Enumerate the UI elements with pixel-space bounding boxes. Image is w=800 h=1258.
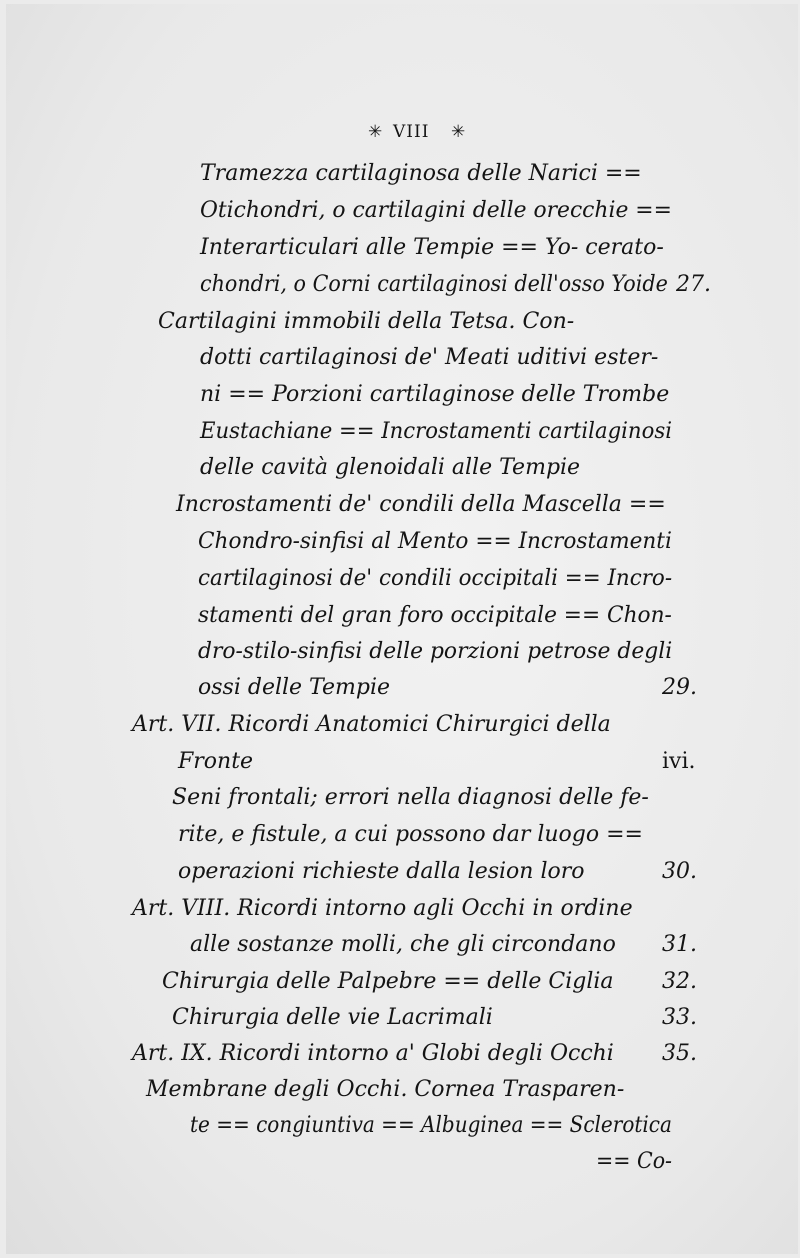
toc-line-text: alle sostanze molli, che gli circondano [190,932,616,957]
toc-line-text: Tramezza cartilaginosa delle Narici == [200,161,642,186]
asterism-ornament-left: ✳ [368,122,383,142]
toc-page-ref: 31. [662,932,697,957]
toc-section-heading: Membrane degli Occhi. Cornea Trasparen- [146,1077,625,1102]
toc-article-heading: Art. VIII. Ricordi intorno agli Occhi in ordine [132,896,633,921]
toc-line-text: dro-stilo-sinfisi delle porzioni petrose degli [198,639,673,664]
toc-line-text: te == congiuntiva == Albuginea == Sclerotica [190,1113,672,1138]
toc-line-text: Chirurgia delle Palpebre == delle Ciglia [162,969,614,994]
toc-line-text: dotti cartilaginosi de' Meati uditivi ester- [200,345,659,370]
toc-line-text: rite, e fistule, a cui possono dar luogo == [178,822,643,847]
toc-line-text: stamenti del gran foro occipitale == Chon- [198,603,672,628]
toc-line-text: Incrostamenti de' condili della Mascella == [176,492,666,517]
toc-line-text: chondri, o Corni cartilaginosi dell'osso Yoide [200,272,668,297]
toc-line-text: ossi delle Tempie [198,675,391,700]
toc-page-ref: 30. [662,859,697,884]
toc-line-text: delle cavità glenoidali alle Tempie [200,455,581,480]
toc-page-ref: ivi. [662,749,696,774]
running-header [0,116,800,148]
toc-line [0,1140,800,1184]
toc-line-text: Fronte [178,749,254,774]
toc-line-text: ni == Porzioni cartilaginose delle Trombe [200,382,670,407]
toc-article-heading: Art. VII. Ricordi Anatomici Chirurgici della [132,712,611,737]
roman-page-number: VIII [393,122,430,142]
toc-line-text: Chirurgia delle vie Lacrimali [172,1005,493,1030]
toc-line-text: Seni frontali; errori nella diagnosi delle fe- [172,785,649,810]
asterism-ornament-right: ✳ [451,122,466,142]
toc-page-ref: 32. [662,969,697,994]
toc-line-text: Chondro-sinfisi al Mento == Incrostamenti [198,529,672,554]
toc-page-ref: 33. [662,1005,697,1030]
toc-catchword: == Co- [596,1149,673,1174]
toc-page-ref: 27. [676,272,711,297]
toc-line-text: cartilaginosi de' condili occipitali == Incro- [198,566,673,591]
toc-line-text: Eustachiane == Incrostamenti cartilaginosi [200,419,672,444]
toc-line-text: Otichondri, o cartilagini delle orecchie == [200,198,672,223]
toc-page-ref: 35. [662,1041,697,1066]
toc-section-heading: Cartilagini immobili della Tetsa. Con- [158,309,575,334]
toc-page-ref: 29. [662,675,697,700]
toc-line-text: Interarticulari alle Tempie == Yo- cerato- [200,235,664,260]
toc-line-text: operazioni richieste dalla lesion loro [178,859,585,884]
toc-article-heading: Art. IX. Ricordi intorno a' Globi degli Occhi [132,1041,614,1066]
